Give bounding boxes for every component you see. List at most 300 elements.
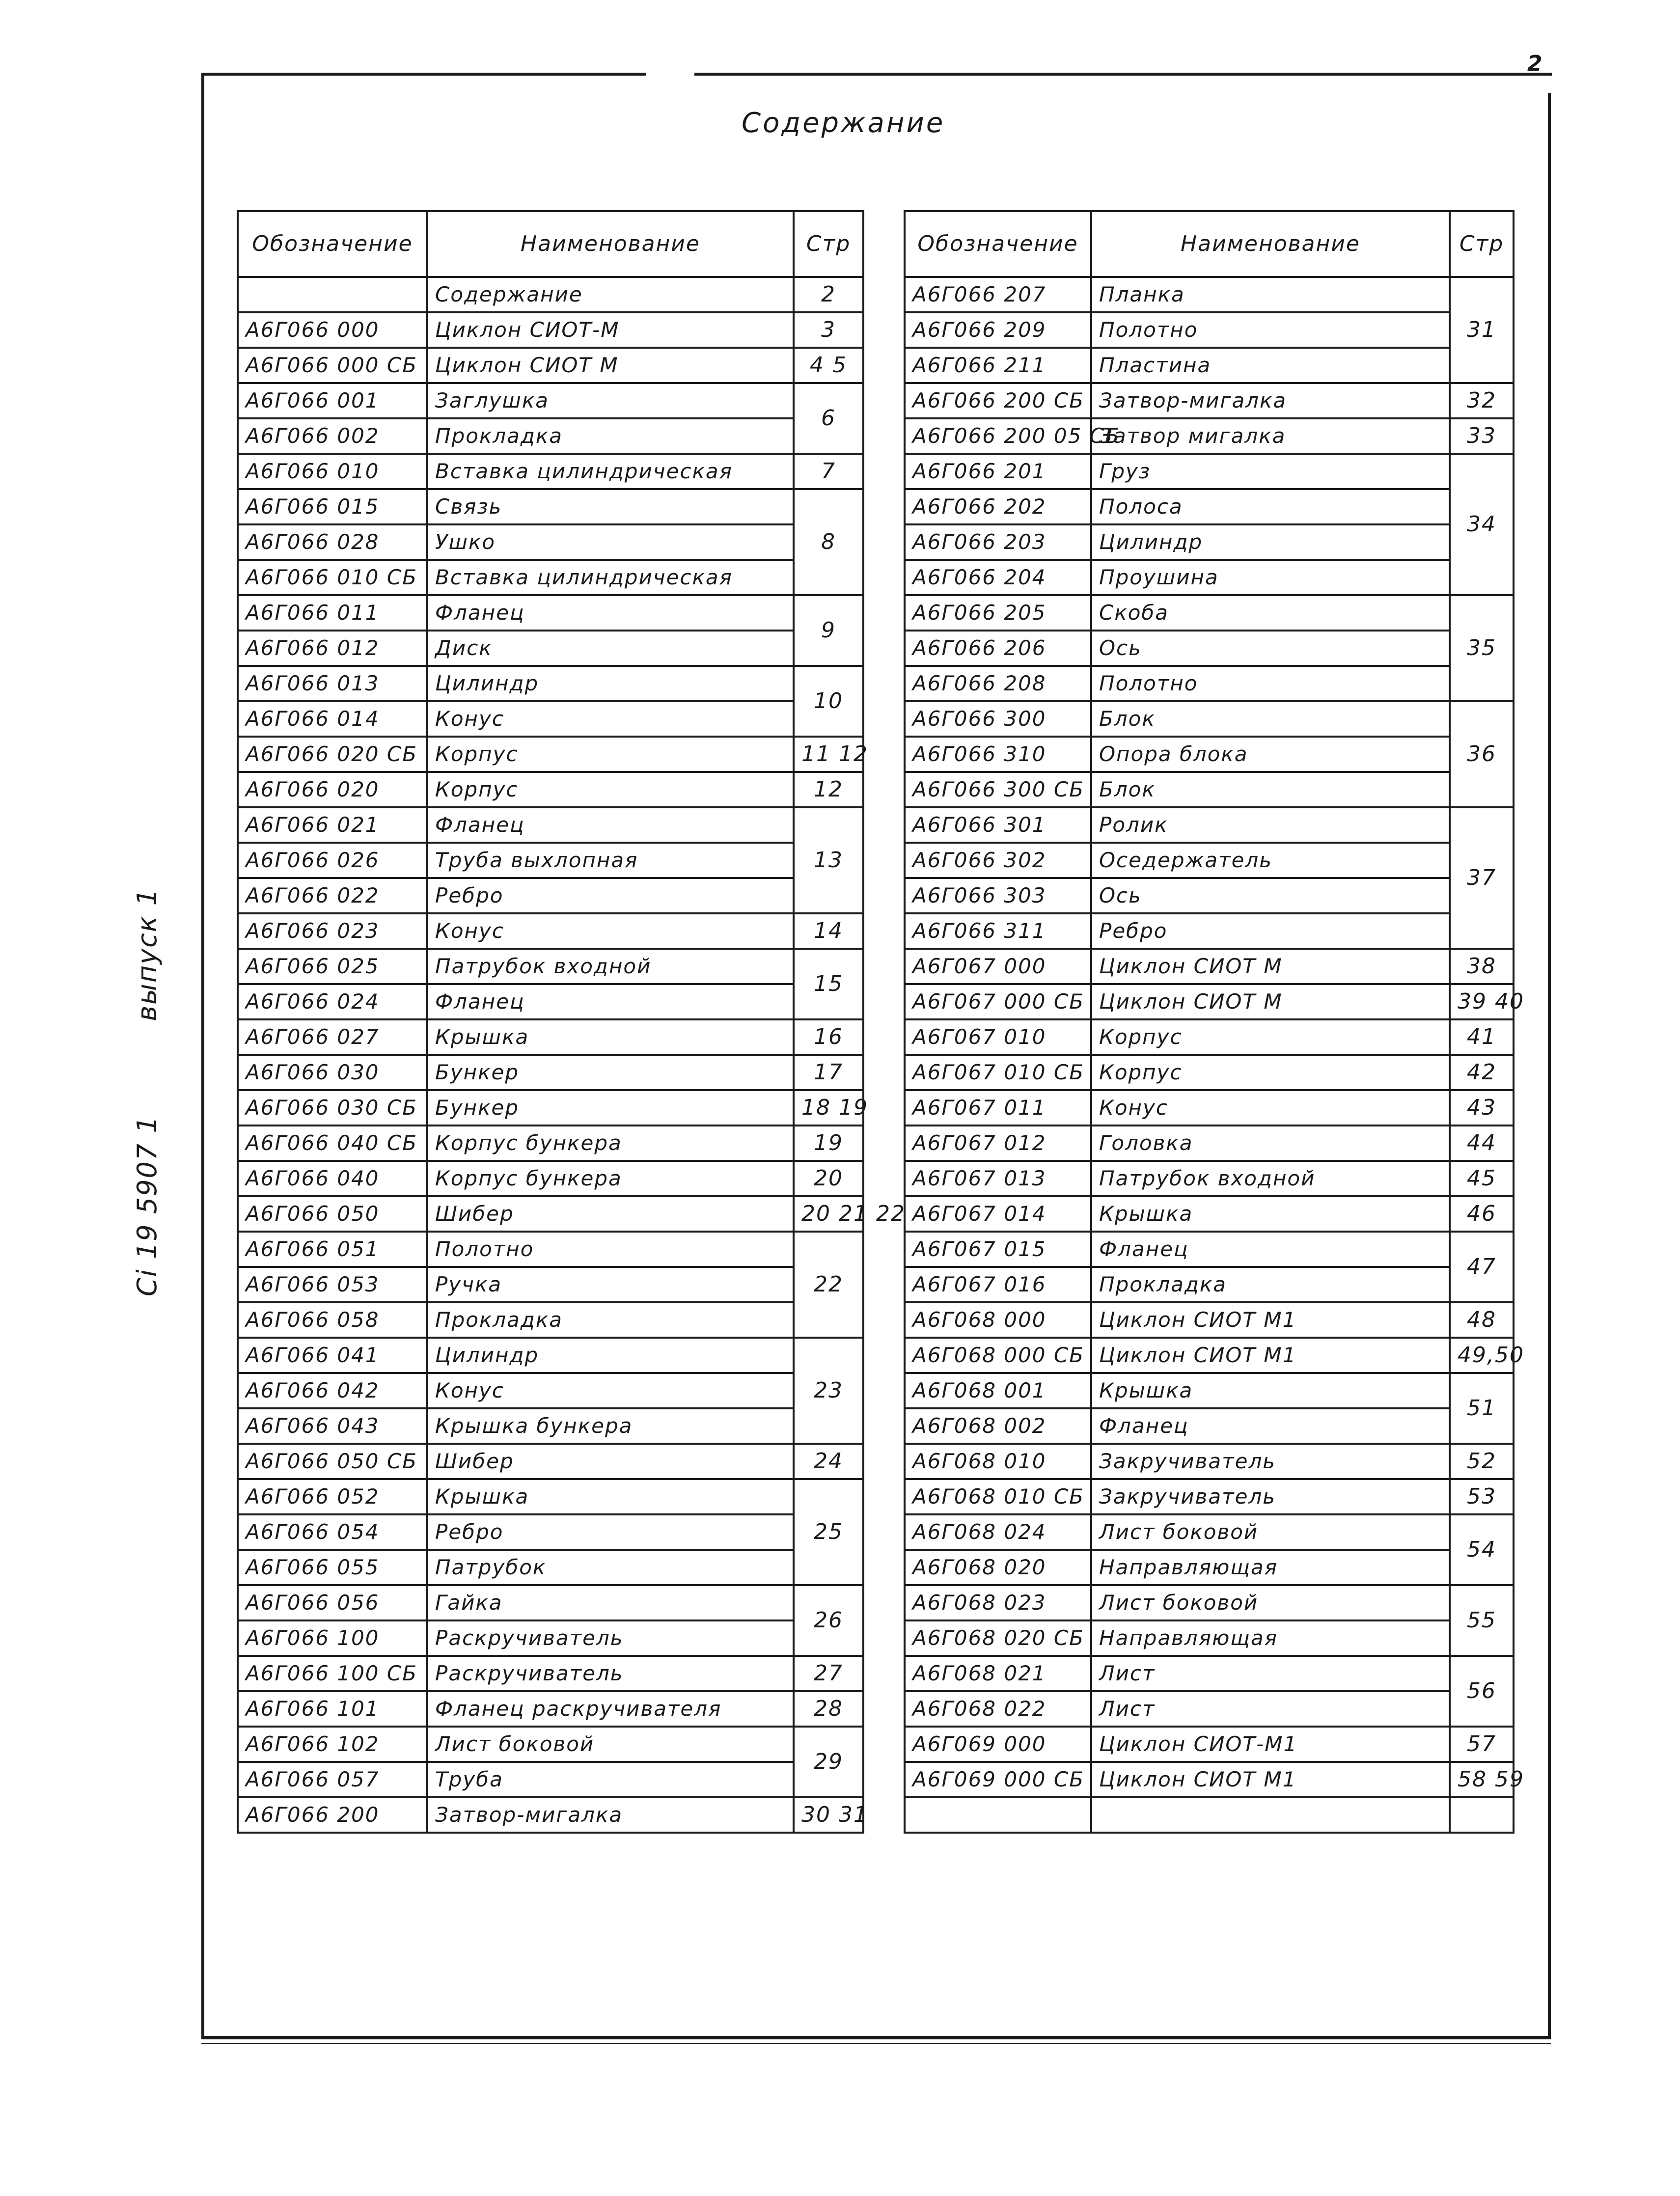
item-name: Проушина xyxy=(1091,560,1450,595)
item-name: Циклон СИОТ М1 xyxy=(1091,1302,1450,1338)
table-row xyxy=(905,312,1514,348)
item-name: Оседержатель xyxy=(1091,843,1450,878)
table-row xyxy=(238,984,863,1019)
table-row xyxy=(905,1019,1514,1055)
item-name: Вставка цилиндрическая xyxy=(427,560,794,595)
item-code: А6Г068 020 СБ xyxy=(905,1620,1091,1656)
frame-bottom-line-inner xyxy=(201,2043,1551,2044)
table-row xyxy=(905,560,1514,595)
item-page: 7 xyxy=(794,454,863,489)
table-row xyxy=(905,1161,1514,1196)
item-name: Циклон СИОТ М xyxy=(427,348,794,383)
item-name: Патрубок входной xyxy=(427,949,794,984)
item-name: Полотно xyxy=(427,1232,794,1267)
frame-left-line xyxy=(201,73,204,2039)
item-name: Груз xyxy=(1091,454,1450,489)
item-name: Патрубок входной xyxy=(1091,1161,1450,1196)
item-page: 4 5 xyxy=(794,348,863,383)
item-page: 35 xyxy=(1450,595,1514,701)
table-row xyxy=(238,454,863,489)
table-row xyxy=(238,913,863,949)
item-name: Затвор мигалка xyxy=(1091,418,1450,454)
item-name: Ось xyxy=(1091,878,1450,913)
table-row xyxy=(905,1267,1514,1302)
item-name: Ребро xyxy=(1091,913,1450,949)
item-code: А6Г066 208 xyxy=(905,666,1091,701)
item-name: Полоса xyxy=(1091,489,1450,524)
item-page: 30 31 xyxy=(794,1797,863,1833)
item-page: 32 xyxy=(1450,383,1514,418)
item-code: А6Г066 102 xyxy=(238,1727,427,1762)
item-name: Крышка xyxy=(427,1479,794,1514)
table-row xyxy=(238,1055,863,1090)
table-row xyxy=(238,772,863,807)
contents-table-left xyxy=(237,210,906,1834)
table-row xyxy=(905,1125,1514,1161)
table-row xyxy=(238,1373,863,1408)
table-row xyxy=(238,1727,863,1762)
item-name: Циклон СИОТ М xyxy=(1091,949,1450,984)
table-row xyxy=(905,878,1514,913)
item-code: А6Г068 010 xyxy=(905,1444,1091,1479)
table-row xyxy=(905,701,1514,737)
side-margin-text xyxy=(132,888,163,1296)
table-header-row xyxy=(238,211,863,277)
item-page: 41 xyxy=(1450,1019,1514,1055)
item-code: А6Г066 202 xyxy=(905,489,1091,524)
table-row xyxy=(238,878,863,913)
item-code: А6Г066 100 xyxy=(238,1620,427,1656)
item-code: А6Г066 015 xyxy=(238,489,427,524)
item-code: А6Г066 300 xyxy=(905,701,1091,737)
item-code: А6Г066 043 xyxy=(238,1408,427,1444)
item-page: 36 xyxy=(1450,701,1514,807)
item-name: Головка xyxy=(1091,1125,1450,1161)
item-name: Фланец раскручивателя xyxy=(427,1691,794,1727)
table-row xyxy=(905,595,1514,631)
item-code: А6Г066 021 xyxy=(238,807,427,843)
table-row xyxy=(238,1019,863,1055)
item-name: Корпус xyxy=(1091,1055,1450,1090)
item-code: А6Г066 040 СБ xyxy=(238,1125,427,1161)
item-code: А6Г067 016 xyxy=(905,1267,1091,1302)
item-page: 10 xyxy=(794,666,863,737)
table-row xyxy=(238,1267,863,1302)
item-code: А6Г066 205 xyxy=(905,595,1091,631)
item-code: А6Г066 310 xyxy=(905,737,1091,772)
header-page: Стр xyxy=(1450,211,1514,277)
item-code: А6Г066 050 xyxy=(238,1196,427,1232)
item-name: Циклон СИОТ-М1 xyxy=(1091,1727,1450,1762)
item-page: 23 xyxy=(794,1338,863,1444)
item-code: А6Г066 052 xyxy=(238,1479,427,1514)
contents-table-left-body xyxy=(238,211,906,1833)
item-name: Лист боковой xyxy=(1091,1514,1450,1550)
item-name: Раскручиватель xyxy=(427,1656,794,1691)
table-row xyxy=(238,1797,863,1833)
item-code: А6Г066 011 xyxy=(238,595,427,631)
item-code: А6Г066 001 xyxy=(238,383,427,418)
item-code: А6Г068 000 СБ xyxy=(905,1338,1091,1373)
header-name: Наименование xyxy=(427,211,794,277)
table-row xyxy=(238,312,863,348)
table-row xyxy=(238,1125,863,1161)
item-code: А6Г066 209 xyxy=(905,312,1091,348)
item-page: 51 xyxy=(1450,1373,1514,1444)
table-row xyxy=(905,1338,1514,1373)
item-page: 29 xyxy=(794,1727,863,1797)
item-code: А6Г067 012 xyxy=(905,1125,1091,1161)
item-name: Прокладка xyxy=(427,418,794,454)
item-name: Крышка бункера xyxy=(427,1408,794,1444)
table-row xyxy=(238,1090,863,1125)
table-row xyxy=(905,1408,1514,1444)
item-code: А6Г067 011 xyxy=(905,1090,1091,1125)
item-code: А6Г068 020 xyxy=(905,1550,1091,1585)
table-row xyxy=(238,277,863,312)
table-row xyxy=(238,1762,863,1797)
item-name: Вставка цилиндрическая xyxy=(427,454,794,489)
item-code: А6Г066 204 xyxy=(905,560,1091,595)
item-name: Лист боковой xyxy=(1091,1585,1450,1620)
item-name: Корпус бункера xyxy=(427,1161,794,1196)
item-code: А6Г068 021 xyxy=(905,1656,1091,1691)
item-name: Ручка xyxy=(427,1267,794,1302)
table-row xyxy=(905,1727,1514,1762)
item-code: А6Г066 012 xyxy=(238,631,427,666)
item-name: Циклон СИОТ М xyxy=(1091,984,1450,1019)
table-row xyxy=(238,1656,863,1691)
item-code: А6Г066 010 xyxy=(238,454,427,489)
item-code: А6Г066 100 СБ xyxy=(238,1656,427,1691)
table-row xyxy=(238,418,863,454)
table-row xyxy=(905,1620,1514,1656)
table-row xyxy=(238,1620,863,1656)
table-row xyxy=(238,1479,863,1514)
item-name: Фланец xyxy=(1091,1408,1450,1444)
table-row xyxy=(905,1196,1514,1232)
item-name: Лист боковой xyxy=(427,1727,794,1762)
item-name xyxy=(1091,1797,1450,1833)
item-code: А6Г066 200 05 СБ xyxy=(905,418,1091,454)
item-page: 48 xyxy=(1450,1302,1514,1338)
table-row xyxy=(905,1373,1514,1408)
item-code: А6Г066 010 СБ xyxy=(238,560,427,595)
item-page: 28 xyxy=(794,1691,863,1727)
item-code: А6Г066 207 xyxy=(905,277,1091,312)
table-row xyxy=(905,949,1514,984)
item-name: Конус xyxy=(427,1373,794,1408)
item-page: 6 xyxy=(794,383,863,454)
item-name: Прокладка xyxy=(427,1302,794,1338)
item-name: Полотно xyxy=(1091,312,1450,348)
contents-table-right xyxy=(904,210,1524,1834)
item-name: Ребро xyxy=(427,878,794,913)
table-row xyxy=(905,454,1514,489)
item-page: 37 xyxy=(1450,807,1514,949)
item-name: Труба xyxy=(427,1762,794,1797)
table-row xyxy=(905,418,1514,454)
table-row xyxy=(905,631,1514,666)
item-page: 18 19 xyxy=(794,1090,863,1125)
item-page: 11 12 xyxy=(794,737,863,772)
item-code: А6Г066 303 xyxy=(905,878,1091,913)
item-name: Ушко xyxy=(427,524,794,560)
table-row xyxy=(905,1444,1514,1479)
table-row xyxy=(905,1055,1514,1090)
item-name: Полотно xyxy=(1091,666,1450,701)
item-code: А6Г066 030 xyxy=(238,1055,427,1090)
table-header-row xyxy=(905,211,1514,277)
item-code: А6Г066 026 xyxy=(238,843,427,878)
table-row xyxy=(238,1232,863,1267)
item-page: 19 xyxy=(794,1125,863,1161)
item-code: А6Г066 302 xyxy=(905,843,1091,878)
item-code: А6Г066 101 xyxy=(238,1691,427,1727)
item-code: А6Г066 040 xyxy=(238,1161,427,1196)
table-row xyxy=(238,737,863,772)
item-name: Корпус бункера xyxy=(427,1125,794,1161)
item-page: 31 xyxy=(1450,277,1514,383)
item-name: Затвор-мигалка xyxy=(1091,383,1450,418)
item-page: 34 xyxy=(1450,454,1514,595)
item-name: Ролик xyxy=(1091,807,1450,843)
item-page: 16 xyxy=(794,1019,863,1055)
item-name: Пластина xyxy=(1091,348,1450,383)
item-name: Корпус xyxy=(427,772,794,807)
item-name: Закручиватель xyxy=(1091,1479,1450,1514)
item-name: Крышка xyxy=(1091,1196,1450,1232)
item-code: А6Г067 010 СБ xyxy=(905,1055,1091,1090)
item-code: А6Г066 022 xyxy=(238,878,427,913)
item-page: 39 40 xyxy=(1450,984,1514,1019)
table-row xyxy=(238,1585,863,1620)
item-code: А6Г069 000 СБ xyxy=(905,1762,1091,1797)
item-code xyxy=(905,1797,1091,1833)
item-name: Ребро xyxy=(427,1514,794,1550)
item-code: А6Г066 023 xyxy=(238,913,427,949)
item-code: А6Г066 300 СБ xyxy=(905,772,1091,807)
item-code: А6Г066 203 xyxy=(905,524,1091,560)
item-name: Затвор-мигалка xyxy=(427,1797,794,1833)
item-code: А6Г069 000 xyxy=(905,1727,1091,1762)
item-code: А6Г066 200 СБ xyxy=(905,383,1091,418)
item-code: А6Г067 015 xyxy=(905,1232,1091,1267)
table-row xyxy=(905,348,1514,383)
side-issue: выпуск 1 xyxy=(132,888,163,1021)
table-row xyxy=(905,1691,1514,1727)
item-name: Крышка xyxy=(427,1019,794,1055)
item-name: Содержание xyxy=(427,277,794,312)
frame-top-line-left xyxy=(202,73,646,76)
item-code: А6Г066 050 СБ xyxy=(238,1444,427,1479)
item-page: 20 xyxy=(794,1161,863,1196)
item-name: Конус xyxy=(427,913,794,949)
item-code xyxy=(238,277,427,312)
item-code: А6Г066 057 xyxy=(238,1762,427,1797)
side-series: Сi 19 5907 1 xyxy=(132,1115,163,1296)
item-name: Шибер xyxy=(427,1196,794,1232)
item-code: А6Г066 301 xyxy=(905,807,1091,843)
item-code: А6Г066 024 xyxy=(238,984,427,1019)
item-code: А6Г066 056 xyxy=(238,1585,427,1620)
item-page: 56 xyxy=(1450,1656,1514,1727)
item-page: 43 xyxy=(1450,1090,1514,1125)
table-row xyxy=(905,1550,1514,1585)
item-code: А6Г066 054 xyxy=(238,1514,427,1550)
item-page: 46 xyxy=(1450,1196,1514,1232)
table-row xyxy=(238,348,863,383)
table-row xyxy=(238,807,863,843)
item-name: Циклон СИОТ М1 xyxy=(1091,1762,1450,1797)
item-code: А6Г066 058 xyxy=(238,1302,427,1338)
item-code: А6Г066 000 СБ xyxy=(238,348,427,383)
item-code: А6Г066 030 СБ xyxy=(238,1090,427,1125)
item-name: Опора блока xyxy=(1091,737,1450,772)
item-code: А6Г066 025 xyxy=(238,949,427,984)
item-name: Планка xyxy=(1091,277,1450,312)
item-page: 57 xyxy=(1450,1727,1514,1762)
table-row xyxy=(905,1656,1514,1691)
item-code: А6Г066 013 xyxy=(238,666,427,701)
table-row xyxy=(238,843,863,878)
table-row xyxy=(905,524,1514,560)
item-page: 14 xyxy=(794,913,863,949)
item-page: 9 xyxy=(794,595,863,666)
item-name: Лист xyxy=(1091,1656,1450,1691)
item-page: 52 xyxy=(1450,1444,1514,1479)
header-page: Стр xyxy=(794,211,863,277)
table-row xyxy=(905,666,1514,701)
item-name: Блок xyxy=(1091,772,1450,807)
table-row xyxy=(238,524,863,560)
table-row xyxy=(238,383,863,418)
item-name: Прокладка xyxy=(1091,1267,1450,1302)
item-code: А6Г066 020 СБ xyxy=(238,737,427,772)
item-code: А6Г066 311 xyxy=(905,913,1091,949)
item-name: Фланец xyxy=(427,807,794,843)
item-page: 45 xyxy=(1450,1161,1514,1196)
item-name: Корпус xyxy=(1091,1019,1450,1055)
item-name: Скоба xyxy=(1091,595,1450,631)
table-row xyxy=(905,489,1514,524)
table-row xyxy=(238,666,863,701)
item-page: 47 xyxy=(1450,1232,1514,1302)
item-name: Конус xyxy=(427,701,794,737)
table-row xyxy=(238,1196,863,1232)
item-name: Крышка xyxy=(1091,1373,1450,1408)
table-row xyxy=(905,1232,1514,1267)
table-row xyxy=(905,913,1514,949)
item-page: 13 xyxy=(794,807,863,913)
item-code: А6Г067 014 xyxy=(905,1196,1091,1232)
item-code: А6Г067 000 xyxy=(905,949,1091,984)
frame-right-line xyxy=(1548,93,1551,2038)
item-page xyxy=(1450,1797,1514,1833)
item-page: 22 xyxy=(794,1232,863,1338)
item-name: Фланец xyxy=(1091,1232,1450,1267)
item-code: А6Г066 206 xyxy=(905,631,1091,666)
item-name: Корпус xyxy=(427,737,794,772)
item-page: 24 xyxy=(794,1444,863,1479)
table-row xyxy=(905,1090,1514,1125)
table-row xyxy=(238,631,863,666)
item-name: Фланец xyxy=(427,984,794,1019)
item-name: Закручиватель xyxy=(1091,1444,1450,1479)
table-row xyxy=(238,701,863,737)
table-row xyxy=(905,383,1514,418)
item-name: Направляющая xyxy=(1091,1620,1450,1656)
item-name: Блок xyxy=(1091,701,1450,737)
header-code: Обозначение xyxy=(905,211,1091,277)
sheet-number: 2 xyxy=(1527,51,1542,76)
item-code: А6Г066 027 xyxy=(238,1019,427,1055)
item-page: 2 xyxy=(794,277,863,312)
item-code: А6Г066 028 xyxy=(238,524,427,560)
item-name: Конус xyxy=(1091,1090,1450,1125)
item-name: Цилиндр xyxy=(427,1338,794,1373)
item-code: А6Г068 002 xyxy=(905,1408,1091,1444)
item-code: А6Г066 051 xyxy=(238,1232,427,1267)
table-row xyxy=(238,1514,863,1550)
header-code: Обозначение xyxy=(238,211,427,277)
item-code: А6Г066 211 xyxy=(905,348,1091,383)
item-code: А6Г066 200 xyxy=(238,1797,427,1833)
item-name: Лист xyxy=(1091,1691,1450,1727)
item-code: А6Г068 023 xyxy=(905,1585,1091,1620)
item-page: 55 xyxy=(1450,1585,1514,1656)
item-code: А6Г066 041 xyxy=(238,1338,427,1373)
item-code: А6Г066 053 xyxy=(238,1267,427,1302)
frame-top-line-right xyxy=(694,73,1552,76)
item-name: Фланец xyxy=(427,595,794,631)
item-code: А6Г066 042 xyxy=(238,1373,427,1408)
item-page: 54 xyxy=(1450,1514,1514,1585)
item-name: Диск xyxy=(427,631,794,666)
item-page: 44 xyxy=(1450,1125,1514,1161)
item-page: 17 xyxy=(794,1055,863,1090)
table-row xyxy=(238,489,863,524)
item-page: 49,50 xyxy=(1450,1338,1514,1373)
table-row xyxy=(905,772,1514,807)
item-code: А6Г067 013 xyxy=(905,1161,1091,1196)
item-page: 25 xyxy=(794,1479,863,1585)
item-name: Раскручиватель xyxy=(427,1620,794,1656)
item-page: 12 xyxy=(794,772,863,807)
item-name: Ось xyxy=(1091,631,1450,666)
item-name: Бункер xyxy=(427,1090,794,1125)
frame-bottom-line xyxy=(201,2036,1551,2039)
item-code: А6Г068 022 xyxy=(905,1691,1091,1727)
item-code: А6Г066 000 xyxy=(238,312,427,348)
item-name: Гайка xyxy=(427,1585,794,1620)
table-row xyxy=(238,1338,863,1373)
item-code: А6Г068 024 xyxy=(905,1514,1091,1550)
item-page: 38 xyxy=(1450,949,1514,984)
item-page: 33 xyxy=(1450,418,1514,454)
item-code: А6Г067 000 СБ xyxy=(905,984,1091,1019)
item-code: А6Г067 010 xyxy=(905,1019,1091,1055)
item-page: 53 xyxy=(1450,1479,1514,1514)
table-row xyxy=(238,1302,863,1338)
table-row xyxy=(905,1797,1514,1833)
table-row xyxy=(238,1691,863,1727)
item-code: А6Г068 010 СБ xyxy=(905,1479,1091,1514)
item-code: А6Г066 201 xyxy=(905,454,1091,489)
table-row xyxy=(905,1762,1514,1797)
table-row xyxy=(905,1514,1514,1550)
table-row xyxy=(905,1585,1514,1620)
